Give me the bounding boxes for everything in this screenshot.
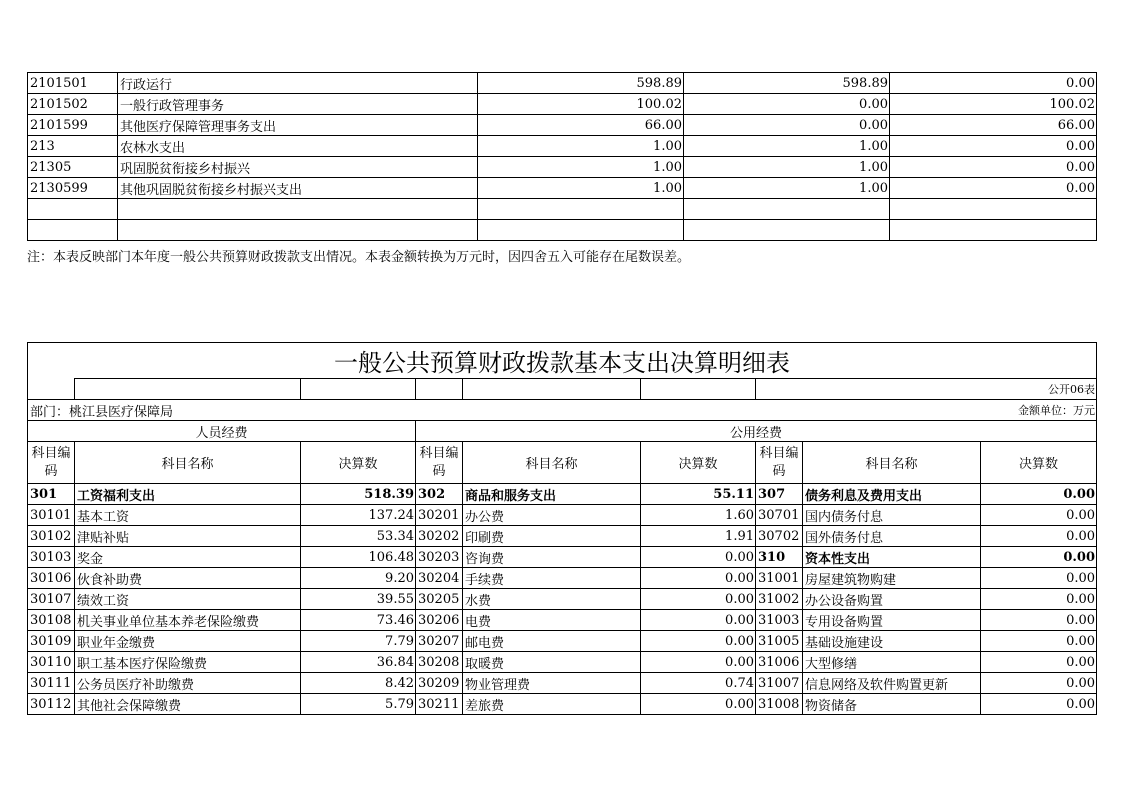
table-row (28, 631, 1097, 652)
subject-code: 213 (28, 136, 118, 157)
subject-code: 2101501 (28, 73, 118, 94)
amount-cell: 53.34 (301, 526, 416, 547)
amount-cell: 0.00 (890, 157, 1097, 178)
subject-code: 31008 (756, 694, 803, 715)
subject-name: 国外债务付息 (803, 526, 981, 547)
amount-cell: 1.00 (684, 178, 890, 199)
col-code: 科目编码 (416, 442, 463, 484)
amount-cell (684, 199, 890, 220)
table-row (28, 610, 1097, 631)
subject-name: 差旅费 (463, 694, 641, 715)
subject-code: 30209 (416, 673, 463, 694)
amount-cell: 0.00 (641, 652, 756, 673)
subject-code: 21305 (28, 157, 118, 178)
table-row (28, 547, 1097, 568)
table-row (28, 220, 1097, 241)
subject-name (118, 220, 478, 241)
table-row (28, 505, 1097, 526)
table-row (28, 652, 1097, 673)
subject-name: 信息网络及软件购置更新 (803, 673, 981, 694)
subject-code: 30108 (28, 610, 75, 631)
subject-name: 手续费 (463, 568, 641, 589)
amount-cell: 8.42 (301, 673, 416, 694)
amount-cell (890, 199, 1097, 220)
expenditure-table (27, 72, 1097, 241)
amount-cell: 0.00 (981, 547, 1097, 568)
amount-cell: 598.89 (478, 73, 684, 94)
col-amount: 决算数 (981, 442, 1097, 484)
basic-expenditure-detail-table (27, 342, 1097, 715)
detail-title: 一般公共预算财政拨款基本支出决算明细表 (28, 343, 1097, 379)
amount-cell (684, 220, 890, 241)
table-row (28, 178, 1097, 199)
amount-cell: 0.00 (981, 526, 1097, 547)
amount-cell (890, 220, 1097, 241)
amount-cell: 0.00 (890, 178, 1097, 199)
subject-name: 巩固脱贫衔接乡村振兴 (118, 157, 478, 178)
amount-cell: 1.91 (641, 526, 756, 547)
subject-code: 2130599 (28, 178, 118, 199)
subject-name: 伙食补助费 (75, 568, 301, 589)
subject-name: 职工基本医疗保险缴费 (75, 652, 301, 673)
subject-name: 行政运行 (118, 73, 478, 94)
amount-cell: 100.02 (890, 94, 1097, 115)
subject-code: 30207 (416, 631, 463, 652)
subject-code (28, 199, 118, 220)
amount-cell: 518.39 (301, 484, 416, 505)
amount-cell: 100.02 (478, 94, 684, 115)
amount-cell: 0.00 (890, 73, 1097, 94)
subject-code: 30102 (28, 526, 75, 547)
col-name: 科目名称 (75, 442, 301, 484)
subject-code: 30106 (28, 568, 75, 589)
unit-label: 金额单位：万元 (756, 400, 1097, 421)
subject-name: 公务员医疗补助缴费 (75, 673, 301, 694)
table-row (28, 484, 1097, 505)
subject-name: 办公设备购置 (803, 589, 981, 610)
amount-cell: 0.00 (981, 673, 1097, 694)
table-row (28, 136, 1097, 157)
table-row (28, 115, 1097, 136)
subject-name: 水费 (463, 589, 641, 610)
subject-name: 一般行政管理事务 (118, 94, 478, 115)
amount-cell: 5.79 (301, 694, 416, 715)
subject-code: 307 (756, 484, 803, 505)
table-row (28, 73, 1097, 94)
amount-cell: 1.00 (478, 178, 684, 199)
amount-cell: 106.48 (301, 547, 416, 568)
subject-name: 办公费 (463, 505, 641, 526)
amount-cell: 7.79 (301, 631, 416, 652)
table-row (28, 589, 1097, 610)
subject-name: 专用设备购置 (803, 610, 981, 631)
amount-cell: 0.00 (641, 568, 756, 589)
subject-code: 30101 (28, 505, 75, 526)
subject-name: 基础设施建设 (803, 631, 981, 652)
table-row (28, 526, 1097, 547)
amount-cell: 0.00 (641, 631, 756, 652)
subject-code: 302 (416, 484, 463, 505)
subject-code: 30203 (416, 547, 463, 568)
amount-cell: 0.00 (981, 484, 1097, 505)
col-code: 科目编码 (756, 442, 803, 484)
subject-name: 国内债务付息 (803, 505, 981, 526)
amount-cell: 73.46 (301, 610, 416, 631)
subject-name: 其他社会保障缴费 (75, 694, 301, 715)
table-number: 公开06表 (756, 379, 1097, 400)
amount-cell: 66.00 (478, 115, 684, 136)
subject-name: 农林水支出 (118, 136, 478, 157)
subject-code: 31006 (756, 652, 803, 673)
amount-cell: 0.00 (981, 505, 1097, 526)
subject-code: 30701 (756, 505, 803, 526)
subject-name: 其他医疗保障管理事务支出 (118, 115, 478, 136)
subject-code: 30211 (416, 694, 463, 715)
subject-code: 31003 (756, 610, 803, 631)
subject-code: 2101502 (28, 94, 118, 115)
table-note: 注：本表反映部门本年度一般公共预算财政拨款支出情况。本表金额转换为万元时，因四舍五入可能存在尾数误差。 (27, 250, 691, 265)
col-amount: 决算数 (301, 442, 416, 484)
subject-name: 机关事业单位基本养老保险缴费 (75, 610, 301, 631)
subject-name: 电费 (463, 610, 641, 631)
amount-cell: 0.00 (641, 589, 756, 610)
amount-cell: 0.00 (684, 115, 890, 136)
subject-code: 30201 (416, 505, 463, 526)
amount-cell: 0.00 (981, 694, 1097, 715)
amount-cell: 39.55 (301, 589, 416, 610)
subject-code: 31007 (756, 673, 803, 694)
amount-cell: 0.00 (641, 547, 756, 568)
subject-code: 30206 (416, 610, 463, 631)
table-row (28, 673, 1097, 694)
subject-name: 基本工资 (75, 505, 301, 526)
col-name: 科目名称 (463, 442, 641, 484)
subject-code: 30204 (416, 568, 463, 589)
amount-cell: 0.00 (981, 652, 1097, 673)
subject-name: 债务利息及费用支出 (803, 484, 981, 505)
amount-cell: 9.20 (301, 568, 416, 589)
subject-code: 30205 (416, 589, 463, 610)
subject-name: 其他巩固脱贫衔接乡村振兴支出 (118, 178, 478, 199)
amount-cell: 36.84 (301, 652, 416, 673)
subject-code: 30111 (28, 673, 75, 694)
subject-name: 大型修缮 (803, 652, 981, 673)
subject-name: 房屋建筑物购建 (803, 568, 981, 589)
subject-name: 物资储备 (803, 694, 981, 715)
subject-code: 31005 (756, 631, 803, 652)
col-amount: 决算数 (641, 442, 756, 484)
amount-cell: 1.00 (684, 157, 890, 178)
amount-cell: 0.00 (981, 610, 1097, 631)
subject-code: 30208 (416, 652, 463, 673)
subject-name: 资本性支出 (803, 547, 981, 568)
amount-cell: 1.00 (478, 136, 684, 157)
group-public: 公用经费 (416, 421, 1097, 442)
subject-code: 30110 (28, 652, 75, 673)
subject-code: 30109 (28, 631, 75, 652)
amount-cell (478, 199, 684, 220)
table-row (28, 568, 1097, 589)
subject-code: 30112 (28, 694, 75, 715)
amount-cell: 1.60 (641, 505, 756, 526)
subject-code: 31001 (756, 568, 803, 589)
amount-cell: 66.00 (890, 115, 1097, 136)
subject-name: 咨询费 (463, 547, 641, 568)
subject-name: 邮电费 (463, 631, 641, 652)
subject-name: 奖金 (75, 547, 301, 568)
subject-code: 30202 (416, 526, 463, 547)
amount-cell: 598.89 (684, 73, 890, 94)
amount-cell: 0.00 (981, 568, 1097, 589)
subject-code: 310 (756, 547, 803, 568)
amount-cell: 1.00 (684, 136, 890, 157)
table-row (28, 199, 1097, 220)
subject-code: 30103 (28, 547, 75, 568)
subject-name: 职业年金缴费 (75, 631, 301, 652)
subject-code (28, 220, 118, 241)
amount-cell (478, 220, 684, 241)
col-name: 科目名称 (803, 442, 981, 484)
table-row (28, 94, 1097, 115)
subject-name: 工资福利支出 (75, 484, 301, 505)
group-personnel: 人员经费 (28, 421, 416, 442)
subject-name: 绩效工资 (75, 589, 301, 610)
amount-cell: 1.00 (478, 157, 684, 178)
table-row (28, 694, 1097, 715)
subject-code: 31002 (756, 589, 803, 610)
amount-cell: 0.00 (981, 631, 1097, 652)
subject-code: 30702 (756, 526, 803, 547)
subject-name: 商品和服务支出 (463, 484, 641, 505)
subject-name: 物业管理费 (463, 673, 641, 694)
amount-cell: 0.00 (981, 589, 1097, 610)
subject-name: 取暖费 (463, 652, 641, 673)
subject-code: 301 (28, 484, 75, 505)
subject-code: 2101599 (28, 115, 118, 136)
table-row (28, 157, 1097, 178)
subject-code: 30107 (28, 589, 75, 610)
department-label: 部门：桃江县医疗保障局 (28, 400, 756, 421)
amount-cell: 0.00 (684, 94, 890, 115)
subject-name (118, 199, 478, 220)
amount-cell: 0.00 (890, 136, 1097, 157)
amount-cell: 0.00 (641, 610, 756, 631)
amount-cell: 137.24 (301, 505, 416, 526)
amount-cell: 55.11 (641, 484, 756, 505)
subject-name: 津贴补贴 (75, 526, 301, 547)
amount-cell: 0.00 (641, 694, 756, 715)
col-code: 科目编码 (28, 442, 75, 484)
amount-cell: 0.74 (641, 673, 756, 694)
subject-name: 印刷费 (463, 526, 641, 547)
